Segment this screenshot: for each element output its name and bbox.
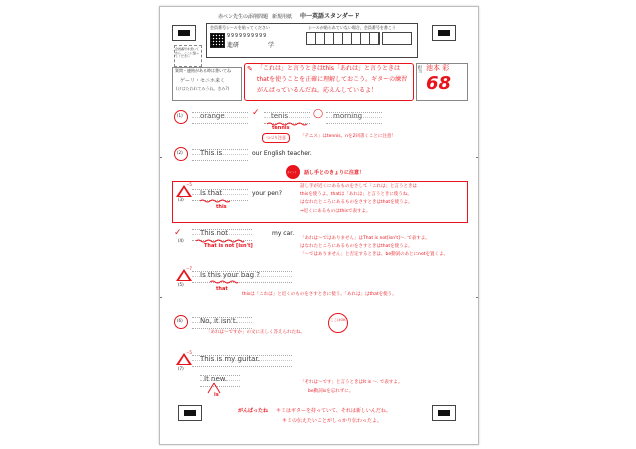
registration-mark-top-left xyxy=(172,25,196,41)
q4-comment-3: 「～ではありません」と否定するときは、be動詞のあとにnotを置くよ。 xyxy=(300,252,448,257)
q3-deduction: −5 xyxy=(186,182,192,187)
closing-line-2: キミの伝えたいことがしっかり伝わったよ。 xyxy=(282,418,382,424)
point-text-1: 話し手が近くにあるものをさして「これは」と言うときは xyxy=(300,184,417,189)
q1-word3: morning xyxy=(333,112,363,120)
q5-answer: Is this your bag ? xyxy=(200,271,261,279)
handwritten-note-2: (けはたわれてみうね。きみ?) xyxy=(176,86,230,91)
side-note: 会員番号を書いてから、ここに貼ってください xyxy=(175,47,200,59)
q5-number: (5) xyxy=(178,282,184,287)
point-text-2: thisを使うよ。thatは「あれは」と言うときに使うね。 xyxy=(300,192,412,197)
q1-comment: 「テニス」はtennis。nを2回書くことに注意！ xyxy=(300,134,396,139)
pen-icon: ✎ xyxy=(247,65,253,73)
closing-line-1: キミはギターを持っていて、それは新しいんだね。 xyxy=(276,408,391,414)
q1-word1: orange xyxy=(200,112,225,120)
q3-prompt: your pen? xyxy=(252,190,282,197)
point-header: 話し手とのきょりに注意！ xyxy=(304,170,365,176)
registration-mark-top-right xyxy=(432,25,456,41)
q3-number: (3) xyxy=(178,197,184,202)
registration-mark-bottom-right xyxy=(432,405,456,421)
q7-correction: is xyxy=(214,392,219,398)
q3-correction: this xyxy=(216,204,227,210)
q5-correction: that xyxy=(216,286,228,292)
q4-comment-2: はなれたところにあるものをさすときはthatを使うよ。 xyxy=(300,244,413,249)
score: 68 xyxy=(426,73,452,94)
header-title-mid: 新規用紙 xyxy=(272,14,293,20)
question-box-label: 質問・連絡がある時は書いてね xyxy=(175,68,231,73)
q1-number: (1) xyxy=(177,113,183,118)
q1-circle-mark: ◯ xyxy=(313,109,324,119)
barcode-digits: 9999999999 xyxy=(227,33,268,39)
point-text-4: ⇒近くにあるものはthisで表すよ。 xyxy=(300,209,371,214)
q1-tag: つづり注意 xyxy=(262,133,290,143)
q1-check-mark: ✓ xyxy=(252,108,260,118)
q1-correction: tennis xyxy=(272,125,290,131)
q2-prompt: our English teacher. xyxy=(252,150,312,157)
q3-answer: Is that xyxy=(200,189,223,197)
closing-tag: がんばったね xyxy=(238,408,269,414)
q7-number: (7) xyxy=(178,366,184,371)
member-number-grid xyxy=(306,32,380,45)
q5-comment: thisは「これは」と近くのものをさすときに使う。「あれは」はthatを使う。 xyxy=(242,292,397,297)
q6-ok-bubble-text: ここはOK xyxy=(330,318,346,322)
handwritten-note-1: ゲーリ・セニホ来く xyxy=(180,78,226,84)
registration-mark-bottom-left xyxy=(178,405,202,421)
q7-answer-1: This is my guitar. xyxy=(200,355,260,363)
teacher-message-line3: がんばっているんだね。応えんしているよ！ xyxy=(257,87,378,94)
q4-prompt: my car. xyxy=(272,230,295,237)
q4-correction: That is not [isn't] xyxy=(204,243,253,249)
member-name: 学 xyxy=(268,42,275,49)
q7-comment-2: be動詞isを忘れずに。 xyxy=(308,389,354,394)
q4-number: (4) xyxy=(178,238,184,243)
teacher-message-line2: thatを使うことを正確に理解しておこう。ギターの練習 xyxy=(257,76,408,83)
q4-check-mark: ✓ xyxy=(174,228,182,238)
teacher-label: 担当 xyxy=(418,65,423,73)
q5-deduction: −7 xyxy=(186,266,192,271)
member-name-label: 進研 xyxy=(227,42,240,49)
q6-number: (6) xyxy=(177,318,183,323)
q6-answer: No, it isn't. xyxy=(200,317,238,325)
q4-answer: This not xyxy=(200,229,228,237)
q6-comment: 「あれは～ですか」の文に正しく答えられたね。 xyxy=(206,330,305,335)
teacher-message-line1: 「これは」と言うときはthis「あれは」と言うときは xyxy=(257,65,400,72)
teacher-name: 池本 彩 xyxy=(426,64,450,72)
q7-comment-1: 「それは～です」と言うときはIt is ～. で表すよ。 xyxy=(300,380,403,385)
q7-answer-2: It new. xyxy=(204,375,228,383)
header-title-small: 赤ペン先生の添削問題 xyxy=(218,14,269,20)
qr-code xyxy=(210,33,225,48)
answer-sheet xyxy=(159,6,479,445)
q4-comment-1: 「あれは～ではありません」はThat is not[isn't]～. で表すよ。 xyxy=(300,236,430,241)
point-badge: ポイント xyxy=(286,165,300,179)
q2-answer: This is xyxy=(200,149,223,157)
q6-ok-bubble xyxy=(328,313,348,333)
mark-instruction: シールが貼られていない場合、会員番号を書こう xyxy=(308,25,396,30)
sticker-instruction: 会員番号シールを貼ってください xyxy=(210,25,270,30)
member-number-check-box xyxy=(382,32,412,45)
q2-number: (2) xyxy=(177,150,183,155)
q7-deduction: −5 xyxy=(186,350,192,355)
header-title-bold: 中一英語スタンダード xyxy=(300,13,360,20)
q1-word2: tenis xyxy=(271,112,289,120)
point-text-3: はなれたところにあるものをさすときはthatを使うよ。 xyxy=(300,200,413,205)
